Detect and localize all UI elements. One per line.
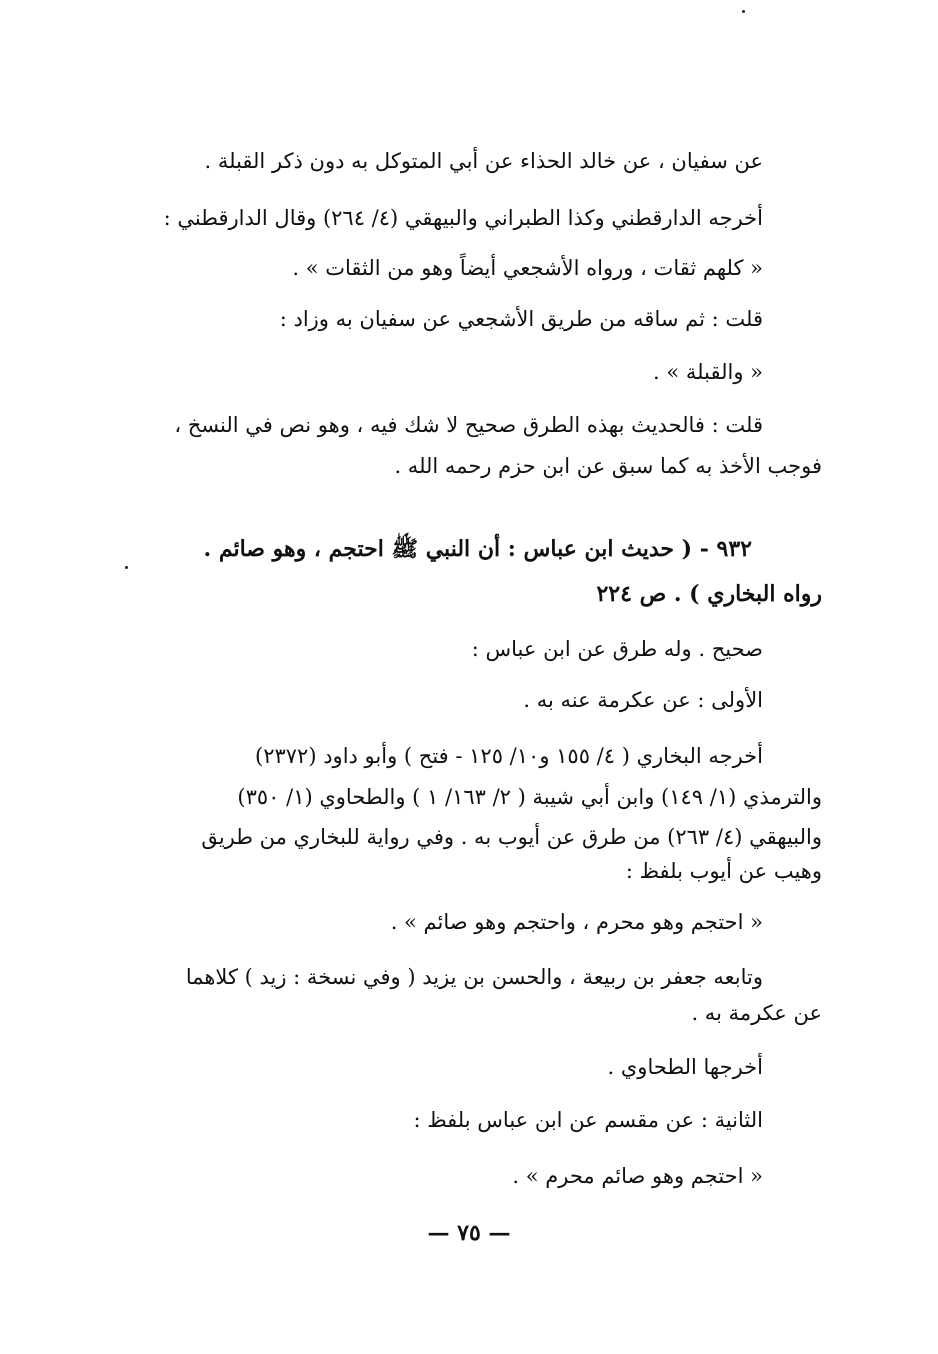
text-line: الثانية : عن مقسم عن ابن عباس بلفظ : [413, 1108, 763, 1132]
text-line: قلت : فالحديث بهذه الطرق صحيح لا شك فيه ، وهو نص في النسخ ، [174, 413, 763, 437]
scan-speck [125, 566, 128, 569]
text-line: الأولى : عن عكرمة عنه به . [523, 688, 763, 712]
text-line: أخرجه الدارقطني وكذا الطبراني والبيهقي (٤/ ٢٦٤) وقال الدارقطني : [163, 206, 763, 230]
text-line: والبيهقي (٤/ ٢٦٣) من طرق عن أيوب به . وفي رواية للبخاري من طريق [201, 825, 822, 849]
hadith-heading-cont: رواه البخاري ) . ص ٢٢٤ [596, 581, 822, 607]
text-line: فوجب الأخذ به كما سبق عن ابن حزم رحمه الله . [394, 454, 822, 478]
quote-line: « كلهم ثقات ، ورواه الأشجعي أيضاً وهو من الثقات » . [292, 256, 763, 280]
quote-line: « احتجم وهو صائم محرم » . [512, 1164, 763, 1188]
text-line: عن عكرمة به . [691, 1001, 822, 1025]
scan-speck [742, 10, 745, 13]
text-line: عن سفيان ، عن خالد الحذاء عن أبي المتوكل به دون ذكر القبلة . [204, 149, 763, 173]
quote-line: « والقبلة » . [653, 360, 763, 384]
text-line: وتابعه جعفر بن ربيعة ، والحسن بن يزيد ( وفي نسخة : زيد ) كلاهما [185, 965, 763, 989]
hadith-heading: ٩٣٢ - ( حديث ابن عباس : أن النبي ﷺ احتجم ، وهو صائم . [203, 536, 752, 562]
text-line: أخرجها الطحاوي . [607, 1055, 763, 1079]
text-line: والترمذي (١/ ١٤٩) وابن أبي شيبة ( ٢/ ١٦٣/ ١ ) والطحاوي (١/ ٣٥٠) [237, 785, 822, 809]
page-number: — ٧٥ — [427, 1220, 511, 1246]
text-line: أخرجه البخاري ( ٤/ ١٥٥ و١٠/ ١٢٥ - فتح ) وأبو داود (٢٣٧٢) [255, 744, 763, 768]
text-line: قلت : ثم ساقه من طريق الأشجعي عن سفيان به وزاد : [279, 307, 763, 331]
ruling-line: صحيح . وله طرق عن ابن عباس : [471, 637, 763, 661]
text-line: وهيب عن أيوب بلفظ : [625, 859, 822, 883]
quote-line: « احتجم وهو محرم ، واحتجم وهو صائم » . [390, 910, 763, 934]
